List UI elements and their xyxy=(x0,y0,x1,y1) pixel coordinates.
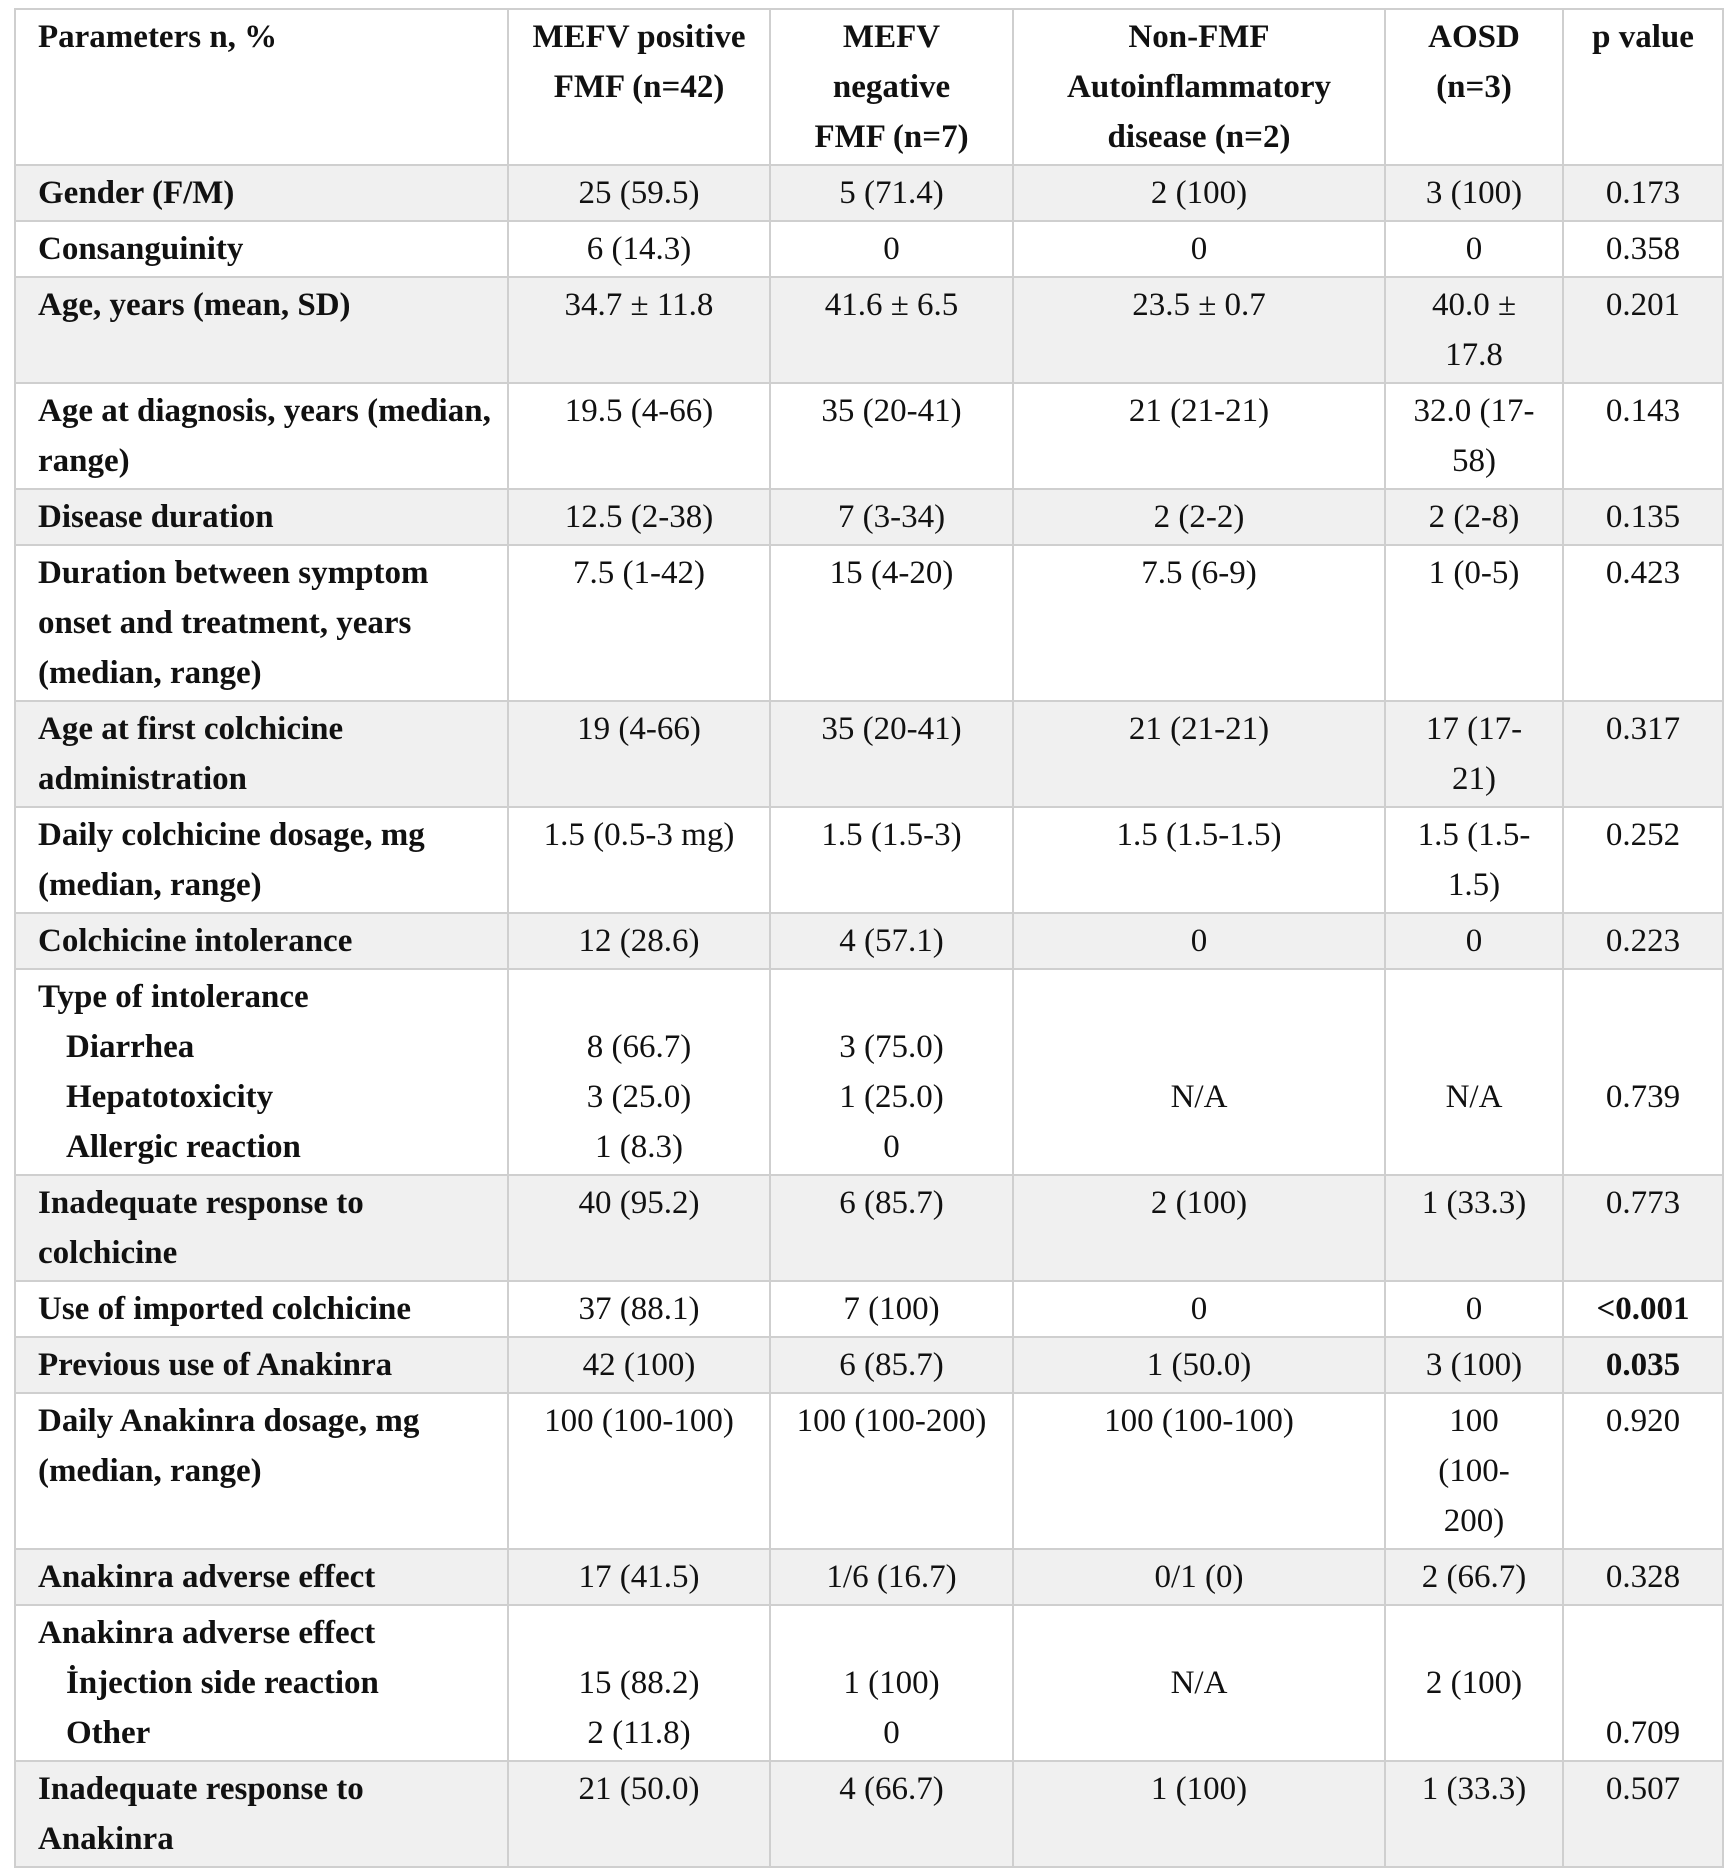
cell-non-fmf: 0 xyxy=(1013,221,1385,277)
cell-p-value xyxy=(1563,969,1723,1175)
table-row xyxy=(15,383,1723,489)
cell-aosd xyxy=(1385,969,1563,1175)
row-param: Inadequate response to colchicine xyxy=(15,1175,508,1281)
table-row xyxy=(15,1549,1723,1605)
row-param-group xyxy=(15,969,508,1175)
cell-mefv-negative: 0 xyxy=(770,221,1013,277)
cell-aosd: 1 (33.3) xyxy=(1385,1761,1563,1867)
sub-value: 1 (8.3) xyxy=(595,1129,683,1165)
table-row xyxy=(15,701,1723,807)
table-row xyxy=(15,221,1723,277)
cell-mefv-negative: 4 (57.1) xyxy=(770,913,1013,969)
row-param: Gender (F/M) xyxy=(15,165,508,221)
cell-aosd: 0 xyxy=(1385,221,1563,277)
cell-mefv-negative xyxy=(770,1605,1013,1761)
cell-non-fmf: 21 (21-21) xyxy=(1013,383,1385,489)
row-param: Inadequate response to Anakinra xyxy=(15,1761,508,1867)
cell-mefv-negative: 5 (71.4) xyxy=(770,165,1013,221)
cell-p-value: 0.201 xyxy=(1563,277,1723,383)
row-param: Use of imported colchicine xyxy=(15,1281,508,1337)
cell-aosd: 2 (66.7) xyxy=(1385,1549,1563,1605)
cell-p-value: 0.252 xyxy=(1563,807,1723,913)
sub-param: Other xyxy=(66,1715,151,1751)
cell-non-fmf: 2 (2-2) xyxy=(1013,489,1385,545)
cell-non-fmf: 2 (100) xyxy=(1013,165,1385,221)
header-p-value: p value xyxy=(1563,9,1723,165)
cell-non-fmf: 7.5 (6-9) xyxy=(1013,545,1385,701)
cell-mefv-negative: 15 (4-20) xyxy=(770,545,1013,701)
sub-value: N/A xyxy=(1170,1665,1228,1701)
cell-mefv-negative: 35 (20-41) xyxy=(770,383,1013,489)
cell-p-value-significant: <0.001 xyxy=(1563,1281,1723,1337)
cell-mefv-negative: 6 (85.7) xyxy=(770,1175,1013,1281)
cell-mefv-negative: 7 (100) xyxy=(770,1281,1013,1337)
table-row-anakinra-adverse-effect-types xyxy=(15,1605,1723,1761)
cell-aosd: 2 (2-8) xyxy=(1385,489,1563,545)
group-title: Anakinra adverse effect xyxy=(38,1615,376,1651)
cell-mefv-positive: 12 (28.6) xyxy=(508,913,770,969)
cell-aosd: 32.0 (17-58) xyxy=(1385,383,1563,489)
cell-mefv-negative: 35 (20-41) xyxy=(770,701,1013,807)
cell-non-fmf xyxy=(1013,1605,1385,1761)
row-param: Daily Anakinra dosage, mg (median, range) xyxy=(15,1393,508,1549)
cell-mefv-positive: 1.5 (0.5-3 mg) xyxy=(508,807,770,913)
table-row xyxy=(15,1761,1723,1867)
table-row xyxy=(15,913,1723,969)
sub-value: 1 (25.0) xyxy=(839,1079,944,1115)
table-row xyxy=(15,277,1723,383)
cell-mefv-negative: 4 (66.7) xyxy=(770,1761,1013,1867)
sub-param: İnjection side reaction xyxy=(66,1665,379,1701)
cell-aosd: 3 (100) xyxy=(1385,1337,1563,1393)
cell-p-value: 0.507 xyxy=(1563,1761,1723,1867)
table-row xyxy=(15,807,1723,913)
row-param: Daily colchicine dosage, mg (median, range) xyxy=(15,807,508,913)
cell-p-value xyxy=(1563,1605,1723,1761)
cell-mefv-negative: 7 (3-34) xyxy=(770,489,1013,545)
cell-mefv-positive: 100 (100-100) xyxy=(508,1393,770,1549)
cell-aosd: 40.0 ± 17.8 xyxy=(1385,277,1563,383)
cell-non-fmf: 21 (21-21) xyxy=(1013,701,1385,807)
cell-aosd: 3 (100) xyxy=(1385,165,1563,221)
header-aosd: AOSD (n=3) xyxy=(1385,9,1563,165)
row-param: Age at first colchicine administration xyxy=(15,701,508,807)
cell-p-value-significant: 0.035 xyxy=(1563,1337,1723,1393)
sub-value: 0.709 xyxy=(1605,1715,1681,1751)
cell-non-fmf: 1.5 (1.5-1.5) xyxy=(1013,807,1385,913)
sub-value: 0 xyxy=(883,1129,900,1165)
row-param-group xyxy=(15,1605,508,1761)
sub-value: 3 (75.0) xyxy=(839,1029,944,1065)
cell-p-value: 0.143 xyxy=(1563,383,1723,489)
cell-p-value: 0.173 xyxy=(1563,165,1723,221)
cell-mefv-negative: 1.5 (1.5-3) xyxy=(770,807,1013,913)
cell-p-value: 0.773 xyxy=(1563,1175,1723,1281)
row-param: Colchicine intolerance xyxy=(15,913,508,969)
cell-non-fmf: 0 xyxy=(1013,913,1385,969)
cell-mefv-positive: 12.5 (2-38) xyxy=(508,489,770,545)
cell-mefv-positive: 42 (100) xyxy=(508,1337,770,1393)
cell-p-value: 0.135 xyxy=(1563,489,1723,545)
cell-non-fmf: 23.5 ± 0.7 xyxy=(1013,277,1385,383)
cell-mefv-positive: 17 (41.5) xyxy=(508,1549,770,1605)
cell-mefv-negative: 1/6 (16.7) xyxy=(770,1549,1013,1605)
cell-mefv-positive: 19 (4-66) xyxy=(508,701,770,807)
table-row xyxy=(15,1337,1723,1393)
sub-param: Hepatotoxicity xyxy=(66,1079,274,1115)
cell-p-value: 0.317 xyxy=(1563,701,1723,807)
header-row xyxy=(15,9,1723,165)
header-mefv-positive: MEFV positive FMF (n=42) xyxy=(508,9,770,165)
sub-value: N/A xyxy=(1170,1079,1228,1115)
cell-mefv-negative: 100 (100-200) xyxy=(770,1393,1013,1549)
sub-value: 3 (25.0) xyxy=(586,1079,692,1115)
cell-p-value: 0.358 xyxy=(1563,221,1723,277)
cell-aosd: 100 (100-200) xyxy=(1385,1393,1563,1549)
cell-aosd: 1.5 (1.5-1.5) xyxy=(1385,807,1563,913)
cell-non-fmf: 100 (100-100) xyxy=(1013,1393,1385,1549)
cell-mefv-positive xyxy=(508,969,770,1175)
results-table xyxy=(14,8,1724,1868)
cell-mefv-positive: 7.5 (1-42) xyxy=(508,545,770,701)
cell-mefv-positive: 21 (50.0) xyxy=(508,1761,770,1867)
table-row xyxy=(15,1175,1723,1281)
cell-mefv-positive: 34.7 ± 11.8 xyxy=(508,277,770,383)
header-parameters: Parameters n, % xyxy=(15,9,508,165)
cell-mefv-positive: 37 (88.1) xyxy=(508,1281,770,1337)
cell-p-value: 0.328 xyxy=(1563,1549,1723,1605)
table-row xyxy=(15,1281,1723,1337)
row-param: Duration between symptom onset and treatment, years (median, range) xyxy=(15,545,508,701)
cell-non-fmf: 2 (100) xyxy=(1013,1175,1385,1281)
header-non-fmf: Non-FMF Autoinflammatory disease (n=2) xyxy=(1013,9,1385,165)
cell-non-fmf: 0 xyxy=(1013,1281,1385,1337)
cell-mefv-negative: 41.6 ± 6.5 xyxy=(770,277,1013,383)
table-row-type-of-intolerance xyxy=(15,969,1723,1175)
table-row xyxy=(15,545,1723,701)
cell-mefv-negative: 6 (85.7) xyxy=(770,1337,1013,1393)
table-row xyxy=(15,1393,1723,1549)
cell-non-fmf xyxy=(1013,969,1385,1175)
row-param: Consanguinity xyxy=(15,221,508,277)
sub-param: Allergic reaction xyxy=(66,1129,301,1165)
sub-value: 8 (66.7) xyxy=(586,1029,692,1065)
cell-mefv-positive: 19.5 (4-66) xyxy=(508,383,770,489)
cell-mefv-positive xyxy=(508,1605,770,1761)
table-row xyxy=(15,165,1723,221)
cell-non-fmf: 0/1 (0) xyxy=(1013,1549,1385,1605)
cell-aosd: 17 (17-21) xyxy=(1385,701,1563,807)
group-title: Type of intolerance xyxy=(38,979,309,1015)
sub-value: N/A xyxy=(1445,1079,1503,1115)
cell-mefv-negative xyxy=(770,969,1013,1175)
cell-p-value: 0.423 xyxy=(1563,545,1723,701)
sub-value: 15 (88.2) xyxy=(578,1665,700,1701)
cell-non-fmf: 1 (100) xyxy=(1013,1761,1385,1867)
row-param: Age, years (mean, SD) xyxy=(15,277,508,383)
cell-p-value: 0.223 xyxy=(1563,913,1723,969)
cell-mefv-positive: 25 (59.5) xyxy=(508,165,770,221)
sub-value: 0 xyxy=(883,1715,900,1751)
sub-value: 2 (100) xyxy=(1425,1665,1523,1701)
cell-aosd: 1 (0-5) xyxy=(1385,545,1563,701)
cell-aosd: 1 (33.3) xyxy=(1385,1175,1563,1281)
cell-non-fmf: 1 (50.0) xyxy=(1013,1337,1385,1393)
cell-p-value: 0.920 xyxy=(1563,1393,1723,1549)
row-param: Previous use of Anakinra xyxy=(15,1337,508,1393)
sub-value: 2 (11.8) xyxy=(587,1715,691,1751)
sub-value: 1 (100) xyxy=(843,1665,940,1701)
cell-mefv-positive: 6 (14.3) xyxy=(508,221,770,277)
row-param: Anakinra adverse effect xyxy=(15,1549,508,1605)
sub-value: 0.739 xyxy=(1605,1079,1681,1115)
row-param: Disease duration xyxy=(15,489,508,545)
row-param: Age at diagnosis, years (median, range) xyxy=(15,383,508,489)
cell-aosd: 0 xyxy=(1385,1281,1563,1337)
header-mefv-negative: MEFV negative FMF (n=7) xyxy=(770,9,1013,165)
cell-aosd: 0 xyxy=(1385,913,1563,969)
sub-param: Diarrhea xyxy=(66,1029,195,1065)
cell-aosd xyxy=(1385,1605,1563,1761)
table-row xyxy=(15,489,1723,545)
cell-mefv-positive: 40 (95.2) xyxy=(508,1175,770,1281)
